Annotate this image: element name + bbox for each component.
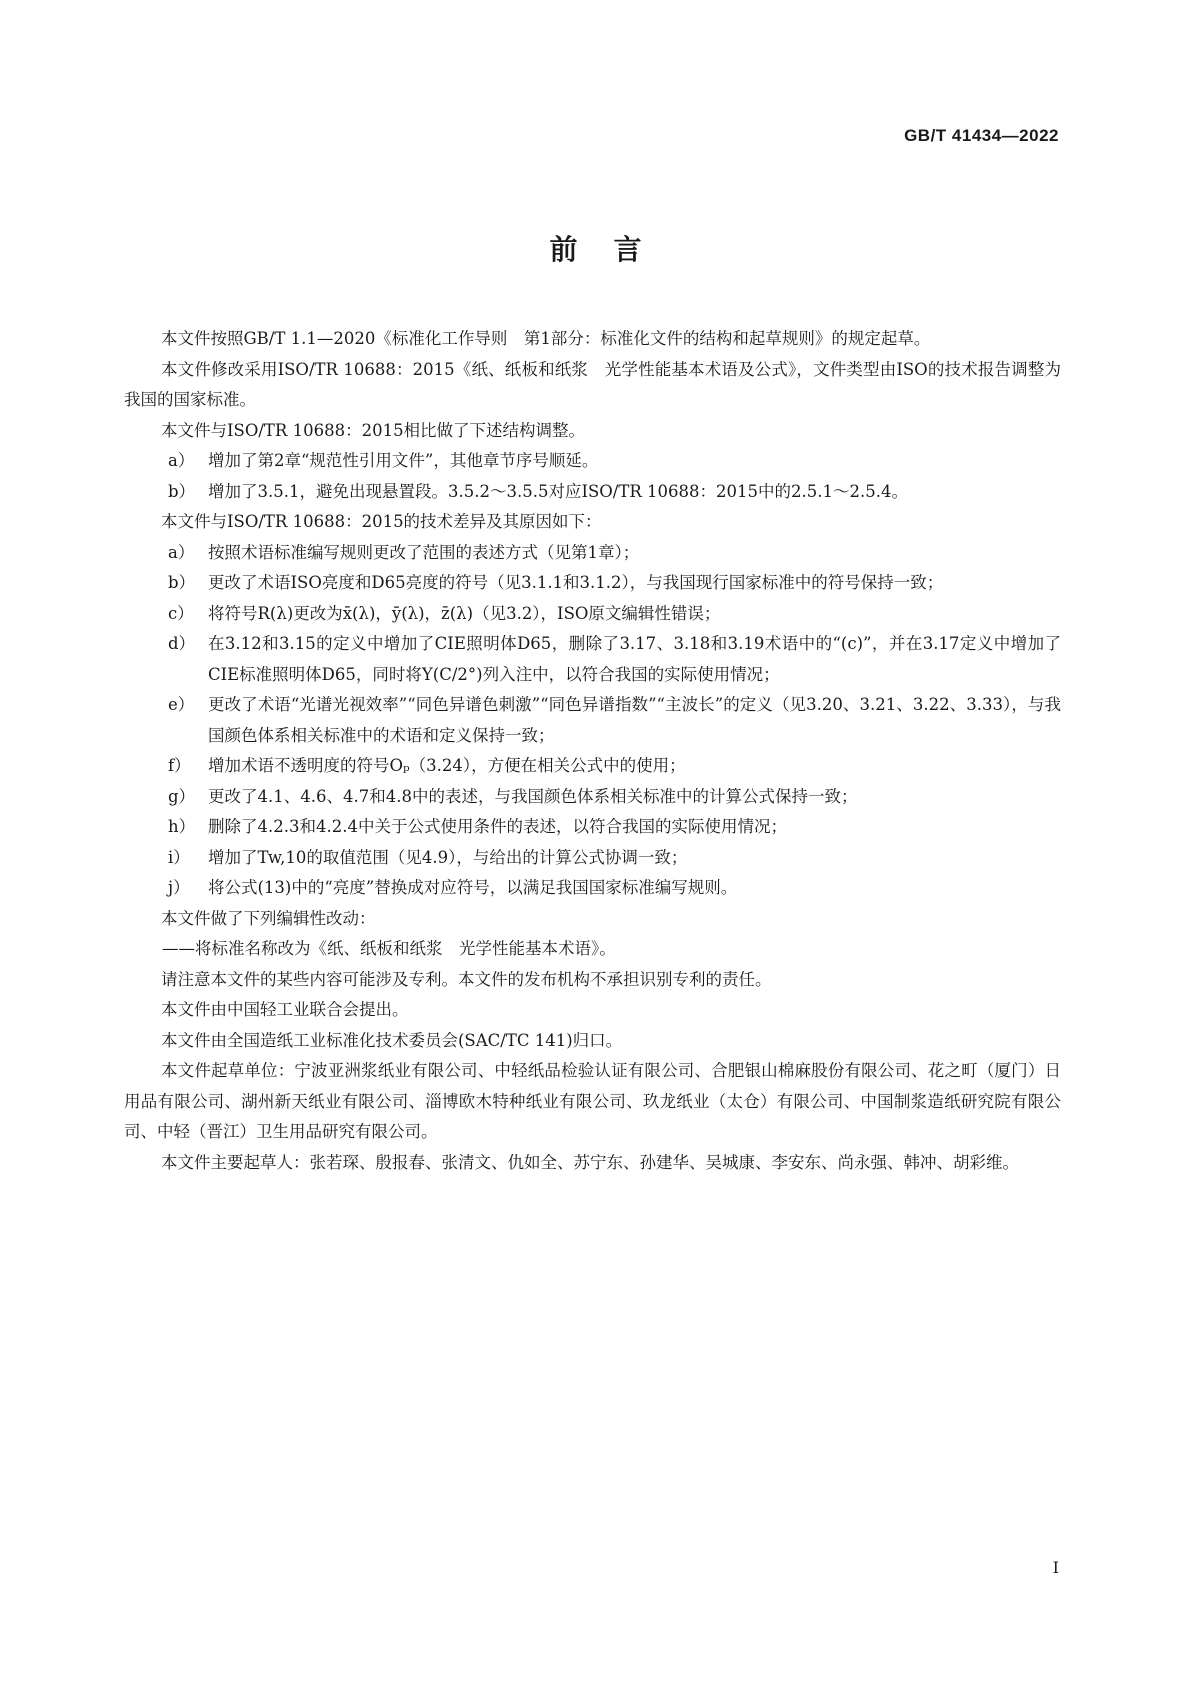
list-marker: a）	[168, 542, 195, 562]
list-item-text: 更改了4.1、4.6、4.7和4.8中的表述，与我国颜色体系相关标准中的计算公式保持一致；	[208, 786, 858, 806]
paragraph-patent-notice: 请注意本文件的某些内容可能涉及专利。本文件的发布机构不承担识别专利的责任。	[161, 969, 772, 989]
page-number: I	[1052, 1558, 1059, 1577]
list-marker: i）	[168, 847, 190, 867]
list-item	[124, 446, 1061, 477]
paragraph-tech-diff-intro: 本文件与ISO/TR 10688：2015的技术差异及其原因如下：	[161, 512, 602, 531]
list-item	[124, 873, 1061, 904]
paragraph-structure-intro: 本文件与ISO/TR 10688：2015相比做了下述结构调整。	[161, 420, 586, 440]
list-item-text: 增加了第2章“规范性引用文件”，其他章节序号顺延。	[208, 451, 599, 470]
list-item-text: 按照术语标准编写规则更改了范围的表述方式（见第1章）；	[208, 542, 640, 562]
paragraph-adoption: 本文件修改采用ISO/TR 10688：2015《纸、纸板和纸浆 光学性能基本术语及公式》，文件类型由ISO的技术报告调整为我国的国家标准。	[124, 359, 1061, 409]
list-item	[124, 538, 1061, 569]
paragraph-drafting-rules: 本文件按照GB/T 1.1—2020《标准化工作导则 第1部分：标准化文件的结构和起草规则》的规定起草。	[161, 329, 931, 348]
list-marker: d）	[168, 634, 196, 653]
paragraph-drafting-units: 本文件起草单位：宁波亚洲浆纸业有限公司、中轻纸品检验认证有限公司、合肥银山棉麻股份有限公司、花之町（厦门）日用品有限公司、湖州新天纸业有限公司、淄博欧木特种纸业有限公司、玖龙纸业（太仓）有限公司、中国制浆造纸研究院有限公司、中轻（晋江）卫生用品研究有限公司。	[124, 1061, 1061, 1141]
list-marker: h）	[168, 817, 196, 836]
standard-code: GB/T 41434—2022	[904, 126, 1059, 145]
paragraph-proposer: 本文件由中国轻工业联合会提出。	[161, 1000, 409, 1019]
list-item	[124, 599, 1061, 630]
foreword-body	[124, 324, 1061, 1178]
list-marker: b）	[168, 481, 196, 501]
list-item-text: 增加了Tw,10的取值范围（见4.9），与给出的计算公式协调一致；	[208, 847, 688, 867]
list-marker: g）	[168, 786, 196, 806]
list-item-text: 删除了4.2.3和4.2.4中关于公式使用条件的表述，以符合我国的实际使用情况；	[208, 817, 787, 836]
list-item-text: 将公式(13)中的“亮度”替换成对应符号，以满足我国国家标准编写规则。	[208, 878, 738, 897]
editorial-dash-item: ——将标准名称改为《纸、纸板和纸浆 光学性能基本术语》。	[162, 939, 616, 958]
list-marker: f）	[168, 756, 191, 775]
list-item	[124, 568, 1061, 599]
list-marker: j）	[168, 878, 190, 897]
list-item	[124, 477, 1061, 508]
list-item	[124, 690, 1061, 751]
list-item	[124, 782, 1061, 813]
paragraph-editorial-intro: 本文件做了下列编辑性改动：	[161, 908, 376, 928]
list-item-text: 更改了术语ISO亮度和D65亮度的符号（见3.1.1和3.1.2），与我国现行国家标准中的符号保持一致；	[208, 573, 944, 592]
list-marker: c）	[168, 603, 194, 623]
list-item-text: 更改了术语“光谱光视效率”“同色异谱色刺激”“同色异谱指数”“主波长”的定义（见3.20、3.21、3.22、3.33），与我国颜色体系相关标准中的术语和定义保持一致；	[208, 695, 1061, 745]
list-marker: a）	[168, 451, 195, 470]
paragraph-committee: 本文件由全国造纸工业标准化技术委员会(SAC/TC 141)归口。	[161, 1030, 623, 1050]
list-item	[124, 812, 1061, 843]
list-item-text: 将符号R(λ)更改为x̄(λ)，ȳ(λ)，z̄(λ)（见3.2），ISO原文编辑性错误；	[208, 603, 721, 623]
page-title: 前言	[549, 233, 678, 266]
list-item	[124, 843, 1061, 874]
list-item-text: 增加了3.5.1，避免出现悬置段。3.5.2～3.5.5对应ISO/TR 10688：2015中的2.5.1～2.5.4。	[208, 481, 908, 501]
list-marker: e）	[168, 695, 195, 714]
list-marker: b）	[168, 573, 196, 592]
list-item-text: 在3.12和3.15的定义中增加了CIE照明体D65，删除了3.17、3.18和3.19术语中的“(c)”，并在3.17定义中增加了CIE标准照明体D65，同时将Y(C/2°)列入注中，以符合我国的实际使用情况；	[208, 634, 1061, 684]
list-item	[124, 751, 1061, 782]
list-item	[124, 629, 1061, 690]
paragraph-drafters: 本文件主要起草人：张若琛、殷报春、张清文、仇如全、苏宁东、孙建华、吴城康、李安东、尚永强、韩冲、胡彩维。	[161, 1152, 1019, 1172]
list-item-text: 增加术语不透明度的符号Oₚ（3.24），方便在相关公式中的使用；	[208, 756, 686, 775]
